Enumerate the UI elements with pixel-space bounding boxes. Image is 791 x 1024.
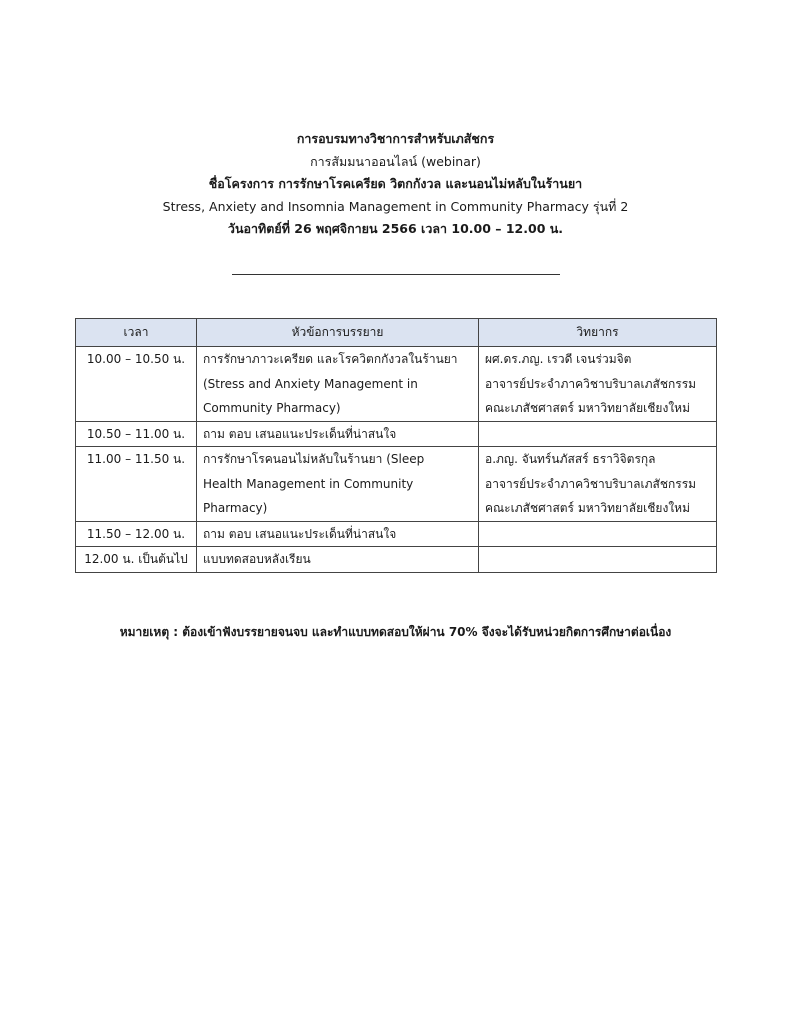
training-title: การอบรมทางวิชาการสำหรับเภสัชกร bbox=[296, 131, 495, 146]
table-row bbox=[76, 547, 717, 573]
topic-line: ถาม ตอบ เสนอแนะประเด็นที่น่าสนใจ bbox=[203, 426, 397, 441]
speaker-name: ผศ.ดร.ภญ. เรวดี เจนร่วมจิต bbox=[485, 352, 632, 366]
table-header-row bbox=[76, 319, 717, 347]
webinar-subtitle: การสัมมนาออนไลน์ (webinar) bbox=[310, 153, 481, 169]
footnote: หมายเหตุ : ต้องเข้าฟังบรรยายจนจบ และทำแบบทดสอบให้ผ่าน 70% จึงจะได้รับหน่วยกิตการศึกษาต่อเนื่อง bbox=[119, 625, 672, 639]
topic-line: Health Management in Community bbox=[203, 476, 414, 491]
topic-line: การรักษาโรคนอนไม่หลับในร้านยา (Sleep bbox=[203, 452, 425, 466]
time-cell: 11.00 – 11.50 น. bbox=[76, 447, 197, 522]
topic-cell bbox=[197, 547, 479, 573]
speaker-cell bbox=[479, 521, 717, 547]
time-cell: 11.50 – 12.00 น. bbox=[76, 521, 197, 547]
topic-line: Pharmacy) bbox=[203, 501, 268, 515]
speaker-affiliation: คณะเภสัชศาสตร์ มหาวิทยาลัยเชียงใหม่ bbox=[485, 401, 690, 415]
speaker-cell bbox=[479, 547, 717, 573]
table-row bbox=[76, 447, 717, 522]
topic-line: แบบทดสอบหลังเรียน bbox=[203, 552, 311, 566]
column-header-topic: หัวข้อการบรรยาย bbox=[197, 319, 479, 347]
document-header bbox=[0, 128, 791, 241]
time-cell: 10.00 – 10.50 น. bbox=[76, 347, 197, 422]
topic-cell bbox=[197, 421, 479, 447]
topic-line: Community Pharmacy) bbox=[203, 401, 341, 415]
topic-line: (Stress and Anxiety Management in bbox=[203, 376, 418, 391]
table-row bbox=[76, 347, 717, 422]
table-row bbox=[76, 421, 717, 447]
speaker-position: อาจารย์ประจำภาควิชาบริบาลเภสัชกรรม bbox=[485, 476, 697, 491]
speaker-name: อ.ภญ. จันทร์นภัสสร์ ธราวิจิตรกุล bbox=[485, 452, 656, 466]
separator-line bbox=[232, 274, 560, 275]
event-date-time: วันอาทิตย์ที่ 26 พฤศจิกายน 2566 เวลา 10.00 – 12.00 น. bbox=[227, 221, 564, 236]
speaker-cell bbox=[479, 421, 717, 447]
topic-cell bbox=[197, 447, 479, 522]
time-cell: 12.00 น. เป็นต้นไป bbox=[76, 547, 197, 573]
topic-cell bbox=[197, 521, 479, 547]
speaker-position: อาจารย์ประจำภาควิชาบริบาลเภสัชกรรม bbox=[485, 376, 697, 391]
project-name-english: Stress, Anxiety and Insomnia Management in Community Pharmacy รุ่นที่ 2 bbox=[162, 198, 629, 214]
schedule-table bbox=[75, 318, 717, 573]
table-row bbox=[76, 521, 717, 547]
column-header-time: เวลา bbox=[76, 319, 197, 347]
topic-cell bbox=[197, 347, 479, 422]
time-cell: 10.50 – 11.00 น. bbox=[76, 421, 197, 447]
topic-line: ถาม ตอบ เสนอแนะประเด็นที่น่าสนใจ bbox=[203, 526, 397, 541]
project-name: ชื่อโครงการ การรักษาโรคเครียด วิตกกังวล และนอนไม่หลับในร้านยา bbox=[208, 176, 583, 191]
topic-line: การรักษาภาวะเครียด และโรควิตกกังวลในร้านยา bbox=[203, 352, 458, 366]
speaker-cell bbox=[479, 347, 717, 422]
speaker-cell bbox=[479, 447, 717, 522]
speaker-affiliation: คณะเภสัชศาสตร์ มหาวิทยาลัยเชียงใหม่ bbox=[485, 501, 690, 515]
column-header-speaker: วิทยากร bbox=[479, 319, 717, 347]
